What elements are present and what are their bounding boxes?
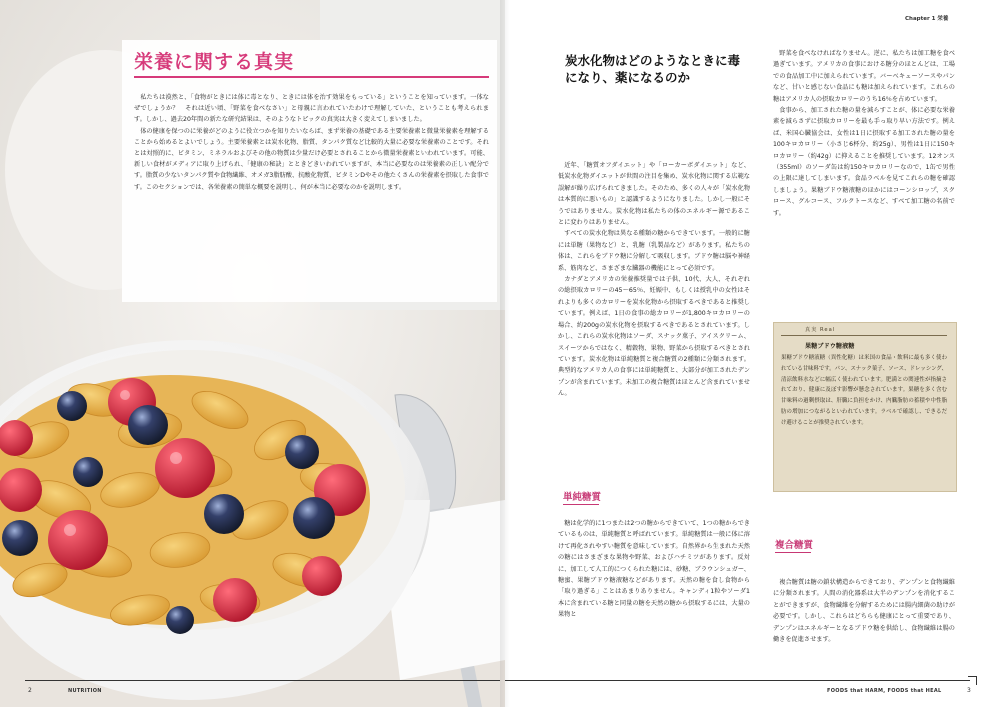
fact-box-title: 果糖ブドウ糖液糖 <box>805 343 855 350</box>
intro-text <box>134 92 489 193</box>
page-title: 栄養に関する真実 <box>134 51 295 73</box>
body-paragraph: 食事から、加工された糖の量を減らすことが、体に必要な栄養素を減らさずに摂取カロリーを最も手っ取り早い方法です。例えば、米国心臓協会は、女性は1日に摂取する加工された糖の量を100キロカロリー（小さじ6杯分、約25g）、男性は1日に150キロカロリー（約42g）に抑えることを推奨しています。12オンス（355ml）のソーダ缶は約150キロカロリーなので、1缶で男性の上限に達してしまいます。食品ラベルを見てこれらの糖を確認しましょう。果糖ブドウ糖液糖のほかにはコーンシロップ、スクロース、グルコース、フルクトースなど、すべて加工糖の名前です。 <box>773 107 955 217</box>
fact-box-label: 真実 Real <box>805 327 836 333</box>
footer-label-right: FOODS that HARM, FOODS that HEAL <box>827 688 942 694</box>
chapter-label: Chapter 1 栄養 <box>905 16 949 22</box>
sub-heading-simple-sugars: 単純糖質 <box>563 492 602 503</box>
fact-box-rule <box>781 335 947 336</box>
sub-heading-complex-sugars: 複合糖質 <box>775 540 814 551</box>
sub-heading-rule <box>563 504 599 505</box>
column-3-text <box>773 577 955 645</box>
section-heading: 炭水化物はどのようなときに毒になり、薬になるのか <box>565 53 741 85</box>
column-1b-text <box>558 518 750 621</box>
fact-box-text: 果糖ブドウ糖液糖（異性化糖）は米国の食品・飲料に最も多く使われている甘味料です。パン、スナック菓子、ソース、ドレッシング、清涼飲料水などに幅広く使われています。肥満との関連性が指摘されており、健康に及ぼす影響が懸念されています。果糖を多く含む甘味料の過剰摂取は、肝臓に負担をかけ、内臓脂肪の蓄積や中性脂肪の増加につながるといわれています。ラベルで確認し、できるだけ避けることが推奨されています。 <box>781 355 947 426</box>
footer-label-left: NUTRITION <box>68 688 102 694</box>
column-1-text <box>558 160 750 400</box>
footer-rule-right <box>505 680 970 681</box>
column-2-text <box>773 48 955 219</box>
body-paragraph: 野菜を食べなければなりません。逆に、私たちは加工糖を食べ過ぎています。アメリカの食事における糖分のほとんどは、工場での食品加工中に加えられています。バーベキューソースやパンなど、甘いと感じない食品にも糖は加えられています。これらの糖はアメリカ人の摂取カロリーのうち16％を占めています。 <box>773 50 955 103</box>
intro-paragraph: 体の健康を保つのに栄養がどのように役立つかを知りたいならば、まず栄養の基礎である主要栄養素と微量栄養素を理解することから始めるとよいでしょう。主要栄養素とは炭水化物、脂質、タンパク質など比較的大量に必要な栄養素のことです。それとは対照的に、ビタミン、ミネラルおよびその他の物質は少量だけ必要とされることから微量栄養素といわれています。可能、新しい食材がメディアに取り上げられ、「健康の秘訣」とときどきいわれていますが、本当に必要なのは栄養素の正しい配分です。脂質の少ないタンパク質や食物繊維、オメガ3脂肪酸、抗酸化物質、ビタミンDやその他たくさんの栄養素を摂取した食事です。このセクションでは、各栄養素の簡単な概要を説明し、何が本当に必要なのかを説明します。 <box>134 127 489 191</box>
body-paragraph: 近年、「糖質オフダイエット」や「ローカーボダイエット」など、低炭水化物ダイエットが世間の注目を集め、炭水化物に関する広範な誤解が繰り広げられてきました。そのため、多くの人々が「炭水化物は本質的に悪いもの」と認識するようになりました。しかし一般にそうではありません。炭水化物は私たちの体のエネルギー源であることに変わりはありません。 <box>558 162 750 227</box>
gutter-shadow <box>500 0 510 707</box>
sub-heading-rule <box>775 552 811 553</box>
body-paragraph: 複合糖質は糖の鎖状構造からできており、デンプンと食物繊維に分類されます。人間の消化器系は大半のデンプンを消化することができますが、食物繊維を分解するためには腸内細菌の助けが必要です。しかし、これらはどちらも健康にとって重要であり、デンプンはエネルギーとなるブドウ糖を供給し、食物繊維は腸の働きを促進させます。 <box>773 579 955 644</box>
footer-corner-mark <box>968 676 977 685</box>
title-rule <box>134 76 489 78</box>
intro-paragraph: 私たちは漠然と、「食物がときには体に毒となり、ときには体を治す効果をもっている」ということを知っています。一体なぜでしょうか？ それは近い頃、「野菜を食べなさい」と母親に言われていたわけで理解していた、ということも考えられます。しかし、過去20年間の新たな研究結果は、そのようなトピックの真実は大きく変えてしまいました。 <box>134 94 489 124</box>
footer-rule-left <box>25 680 500 681</box>
page-number-left: 2 <box>28 687 32 694</box>
body-paragraph: カナダとアメリカの栄養推奨量では子供、10代、大人、それぞれの総摂取カロリーの45～65％、妊娠中、もしくは授乳中の女性はそれよりも多くのカロリーを炭水化物から摂取するべきであると推奨しています。例えば、1日の食事の総カロリーが1,800キロカロリーの場合、約200gの炭水化物を摂取するべきであるとされています。しかし、これらの炭水化物はソーダ、スナック菓子、アイスクリーム、スイーツからではなく、精穀物、果物、野菜から摂取するべきとされています。炭水化物は単純糖質と複合糖質の2種類に分類されます。典型的なアメリカ人の食事には単純糖質と、大部分が加工されたデンプンが含まれています。未加工の複合糖質はほとんど含まれていません。 <box>558 276 750 398</box>
body-paragraph: 糖は化学的に1つまたは2つの糖からできていて、1つの糖からできているものは、単純糖質と呼ばれています。単純糖質は一般に体に溶けて再化されやすい糖質を意味しています。自然界から生まれた天然の糖にはさまざまな果物や野菜、およびハチミツがあります。反対に、加工して人工的につくられた糖には、砂糖、ブラウンシュガー、糖蜜、果糖ブドウ糖液糖などがあります。天然の糖を食し食物から「取り過ぎる」ことはあまりありません。キャンディ1粒やソーダ1本に含まれている糖と同量の糖を天然の糖から摂取するには、大量の果物と <box>558 520 750 619</box>
page-number-right: 3 <box>967 687 971 694</box>
body-paragraph: すべての炭水化物は異なる種類の糖からできています。一般的に糖には単糖（果物など）と、乳糖（乳製品など）があります。私たちの体は、これらをブドウ糖に分解して吸収します。ブドウ糖は脳や神経系、筋肉など、さまざまな臓器の機能にとって必須です。 <box>558 230 750 272</box>
